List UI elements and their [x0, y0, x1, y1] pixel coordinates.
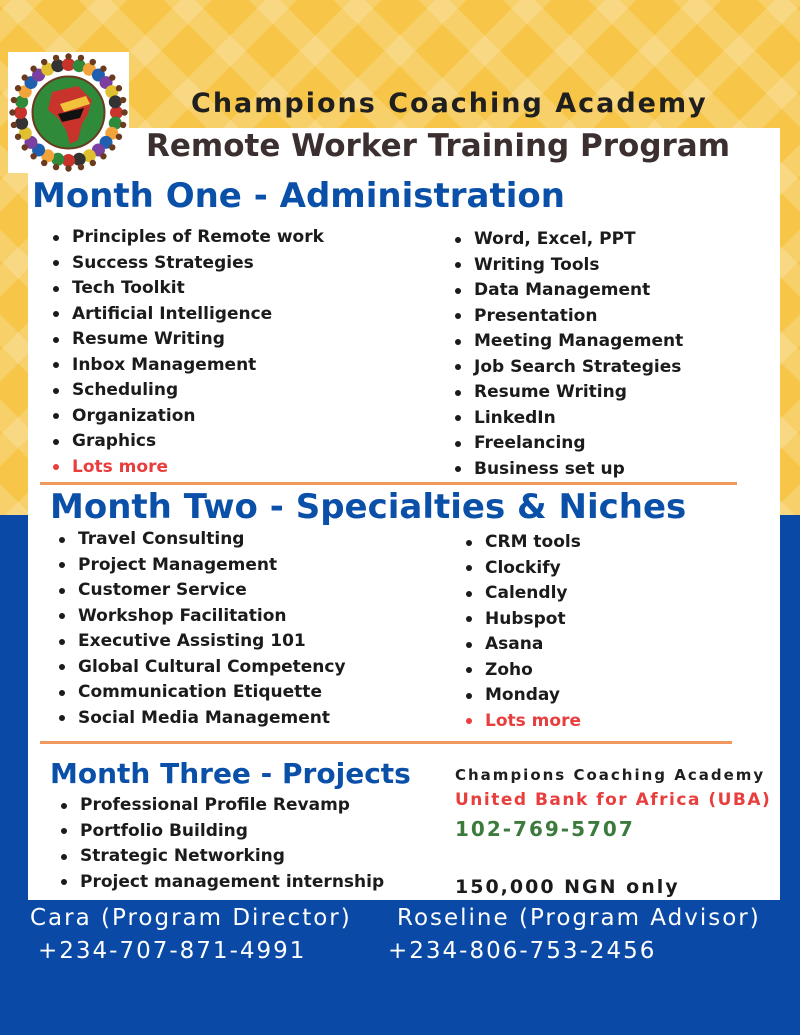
- logo-person-head: [90, 160, 96, 166]
- logo-person-head: [9, 109, 15, 115]
- list-item: Artificial Intelligence: [50, 302, 324, 328]
- account-name: Champions Coaching Academy: [455, 766, 766, 784]
- logo-person-head: [100, 153, 106, 159]
- month-one-right-list: [452, 227, 683, 482]
- list-item: Project management internship: [58, 870, 384, 896]
- list-item: Lots more: [50, 455, 324, 481]
- logo-person-head: [30, 153, 36, 159]
- month-two-left-list: [56, 527, 346, 731]
- academy-logo-icon: [8, 52, 129, 173]
- logo-person-head: [11, 122, 17, 128]
- logo-person-head: [120, 97, 126, 103]
- advisor-name: Roseline (Program Advisor): [397, 905, 761, 931]
- list-item: Executive Assisting 101: [56, 629, 346, 655]
- list-item: Workshop Facilitation: [56, 604, 346, 630]
- list-item: Word, Excel, PPT: [452, 227, 683, 253]
- divider-1: [40, 482, 737, 485]
- list-item: Clockify: [463, 556, 581, 582]
- list-item: Strategic Networking: [58, 844, 384, 870]
- list-item: Freelancing: [452, 431, 683, 457]
- month-three-heading: Month Three - Projects: [50, 757, 411, 790]
- list-item: Professional Profile Revamp: [58, 793, 384, 819]
- list-item: Communication Etiquette: [56, 680, 346, 706]
- logo-person-head: [41, 59, 47, 65]
- logo-person-head: [53, 55, 59, 61]
- list-item: Inbox Management: [50, 353, 324, 379]
- list-item: Success Strategies: [50, 251, 324, 277]
- list-item: Data Management: [452, 278, 683, 304]
- list-item: Asana: [463, 632, 581, 658]
- logo-person-head: [15, 85, 21, 91]
- list-item: LinkedIn: [452, 406, 683, 432]
- logo-person-head: [30, 66, 36, 72]
- list-item: Monday: [463, 683, 581, 709]
- list-item: Writing Tools: [452, 253, 683, 279]
- list-item: CRM tools: [463, 530, 581, 556]
- list-item: Portfolio Building: [58, 819, 384, 845]
- list-item: Lots more: [463, 709, 581, 735]
- logo-person-head: [22, 144, 28, 150]
- list-item: Organization: [50, 404, 324, 430]
- price: 150,000 NGN only: [455, 876, 680, 898]
- logo-person-head: [78, 164, 84, 170]
- list-item: Scheduling: [50, 378, 324, 404]
- list-item: Project Management: [56, 553, 346, 579]
- logo-person-head: [65, 165, 71, 171]
- list-item: Global Cultural Competency: [56, 655, 346, 681]
- list-item: Resume Writing: [452, 380, 683, 406]
- advisor-phone: +234-806-753-2456: [388, 938, 657, 964]
- logo-person-head: [116, 85, 122, 91]
- month-one-left-list: [50, 225, 324, 480]
- logo-person-head: [109, 144, 115, 150]
- month-two-heading: Month Two - Specialties & Niches: [50, 487, 687, 527]
- divider-2: [40, 741, 732, 744]
- logo-person-head: [109, 74, 115, 80]
- logo-person-head: [41, 160, 47, 166]
- logo-person-head: [11, 97, 17, 103]
- month-two-right-list: [463, 530, 581, 734]
- logo-person-head: [53, 164, 59, 170]
- month-one-heading: Month One - Administration: [32, 176, 565, 216]
- list-item: Business set up: [452, 457, 683, 483]
- list-item: Presentation: [452, 304, 683, 330]
- program-title: Remote Worker Training Program: [146, 128, 731, 164]
- list-item: Social Media Management: [56, 706, 346, 732]
- account-number: 102-769-5707: [455, 817, 635, 841]
- logo-person-head: [90, 59, 96, 65]
- academy-title: Champions Coaching Academy: [191, 88, 708, 119]
- logo-person-head: [121, 109, 127, 115]
- logo-person-head: [100, 66, 106, 72]
- month-three-list: [58, 793, 384, 895]
- list-item: Graphics: [50, 429, 324, 455]
- list-item: Resume Writing: [50, 327, 324, 353]
- list-item: Principles of Remote work: [50, 225, 324, 251]
- list-item: Tech Toolkit: [50, 276, 324, 302]
- list-item: Calendly: [463, 581, 581, 607]
- logo-person-head: [78, 55, 84, 61]
- logo-person-head: [22, 74, 28, 80]
- logo-person-mark: [109, 95, 122, 108]
- list-item: Travel Consulting: [56, 527, 346, 553]
- list-item: Zoho: [463, 658, 581, 684]
- bank-name: United Bank for Africa (UBA): [455, 790, 772, 810]
- list-item: Job Search Strategies: [452, 355, 683, 381]
- director-name: Cara (Program Director): [30, 905, 352, 931]
- logo-person-head: [116, 134, 122, 140]
- logo-person-head: [15, 134, 21, 140]
- director-phone: +234-707-871-4991: [38, 938, 307, 964]
- list-item: Customer Service: [56, 578, 346, 604]
- logo-person-head: [65, 53, 71, 59]
- logo-person-head: [120, 122, 126, 128]
- list-item: Meeting Management: [452, 329, 683, 355]
- list-item: Hubspot: [463, 607, 581, 633]
